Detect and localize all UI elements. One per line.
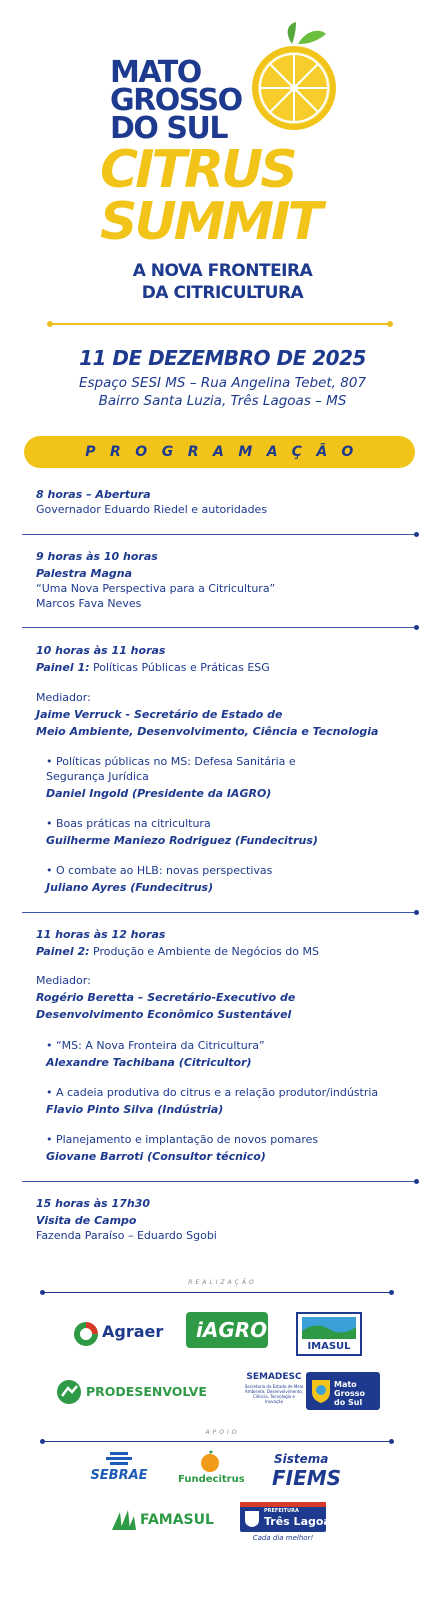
iagro-text: iAGRO [196,1318,268,1342]
topic-1a: • Políticas públicas no MS: Defesa Sanitária e [46,755,296,768]
session-5-time: 15 horas às 17h30 [36,1197,150,1210]
prefeitura-slogan: Cada dia melhor! [252,1534,314,1542]
prefeitura-stripe [240,1502,326,1507]
event-logo [0,0,445,320]
imasul-logo [296,1312,362,1356]
footer-divider [42,1441,392,1442]
session-3-panel [36,660,270,676]
speaker-5: Flavio Pinto Silva (Indústria) [46,1103,224,1116]
sebrae-bars-icon [106,1452,132,1468]
panel-2-label: Painel 2: [36,945,90,958]
topic-6: • Planejamento e implantação de novos pomares [46,1133,319,1146]
subtitle-line-2: DA CITRICULTURA [141,283,304,303]
imasul-text: IMASUL [307,1341,351,1352]
topic-1b: Segurança Jurídica [46,770,149,783]
title-line-do-sul: DO SUL [110,111,227,146]
iagro-logo [186,1312,268,1348]
panel-1-title: Políticas Públicas e Práticas ESG [93,661,270,674]
session-2-time: 9 horas às 10 horas [36,550,158,563]
session-5-title: Visita de Campo [36,1214,137,1227]
famasul-leaf-icon [110,1508,136,1532]
speaker-3: Juliano Ayres (Fundecitrus) [46,881,214,894]
session-separator [22,627,417,628]
panel-2-title: Produção e Ambiente de Negócios do MS [93,945,319,958]
session-2-title: Palestra Magna [36,567,132,580]
session-1-text: Governador Eduardo Riedel e autoridades [36,503,268,516]
governo-ms-logo [306,1372,380,1410]
event-date: 11 DE DEZEMBRO DE 2025 [79,346,366,370]
program-heading-bar [24,436,415,468]
session-2-speaker: Marcos Fava Neves [36,597,142,610]
semadesc-text: SEMADESC [246,1372,302,1382]
city-crest-icon [244,1510,260,1528]
topic-3: • O combate ao HLB: novas perspectivas [46,864,273,877]
speaker-6: Giovane Barroti (Consultor técnico) [46,1150,266,1163]
session-4-time: 11 horas às 12 horas [36,928,166,941]
topic-4: • “MS: A Nova Fronteira da Citricultura” [46,1039,265,1052]
famasul-logo [110,1506,214,1536]
tres-lagoas-text: Três Lagoas [264,1515,338,1528]
orange-fruit-icon [198,1450,222,1472]
imasul-wave-icon [302,1317,356,1339]
event-venue-line-2: Bairro Santa Luzia, Três Lagoas – MS [98,393,347,409]
realizacao-label: REALIZAÇÃO [188,1279,257,1286]
prefeitura-text: PREFEITURA [264,1508,299,1514]
mediator-label: Mediador: [36,691,91,704]
agraer-leaf-icon [72,1320,100,1348]
speaker-1: Daniel Ingold (Presidente da IAGRO) [46,787,272,800]
mediator-2-line-1: Rogério Beretta – Secretário-Executivo de [36,991,296,1004]
session-2-quote: “Uma Nova Perspectiva para a Citricultura” [36,582,276,595]
agraer-text: Agraer [102,1322,164,1341]
speaker-4: Alexandre Tachibana (Citricultor) [46,1056,252,1069]
title-line-grosso: GROSSO [110,83,242,118]
event-venue-line-1: Espaço SESI MS – Rua Angelina Tebet, 807 [78,375,367,391]
apoio-label: APOIO [205,1429,240,1436]
title-line-summit: SUMMIT [100,192,320,252]
mediator-label: Mediador: [36,974,91,987]
title-line-citrus: CITRUS [100,140,295,200]
mediator-1-line-1: Jaime Verruck - Secretário de Estado de [36,708,283,721]
sebrae-logo [88,1452,150,1488]
fiems-text: FIEMS [272,1466,342,1490]
famasul-text: FAMASUL [140,1512,214,1528]
governo-ms-text: Mato Grosso do Sul [334,1380,366,1407]
program-heading: PROGRAMAÇÃO [85,444,368,460]
mediator-1-line-2: Meio Ambiente, Desenvolvimento, Ciência e Tecnologia [36,725,379,738]
prefeitura-tres-lagoas-logo [240,1502,338,1546]
prodesenvolve-logo [56,1378,216,1406]
footer-divider [42,1292,392,1293]
prodesenvolve-circle-icon [56,1379,82,1405]
lemon-slice-icon [244,22,344,132]
mediator-2-line-2: Desenvolvimento Econômico Sustentável [36,1008,292,1021]
semadesc-logo [244,1372,304,1410]
agraer-logo [72,1318,168,1352]
session-5-text: Fazenda Paraíso – Eduardo Sgobi [36,1229,217,1242]
fundecitrus-logo [178,1450,245,1490]
session-4-panel [36,944,319,960]
fiems-logo [268,1452,352,1492]
state-crest-icon [310,1378,332,1404]
speaker-2: Guilherme Maniezo Rodriguez (Fundecitrus) [46,834,318,847]
sistema-text: Sistema [274,1452,329,1466]
prodesenvolve-text: PRODESENVOLVE [86,1384,207,1399]
topic-2: • Boas práticas na citricultura [46,817,211,830]
prefeitura-box [240,1502,338,1532]
sebrae-text: SEBRAE [90,1468,148,1483]
session-separator [22,534,417,535]
header-divider [50,323,390,325]
fundecitrus-text: Fundecitrus [178,1474,245,1485]
session-1-time: 8 horas – Abertura [36,488,151,501]
session-3-time: 10 horas às 11 horas [36,644,166,657]
subtitle-line-1: A NOVA FRONTEIRA [132,261,313,281]
topic-5: • A cadeia produtiva do citrus e a relação produtor/indústria [46,1086,379,1099]
title-line-mato: MATO [110,55,201,90]
semadesc-subtext: Secretaria de Estado de Meio Ambiente, Desenvolvimento, Ciência, Tecnologia e Inovação [244,1384,304,1404]
session-separator [22,1181,417,1182]
session-separator [22,912,417,913]
panel-1-label: Painel 1: [36,661,90,674]
